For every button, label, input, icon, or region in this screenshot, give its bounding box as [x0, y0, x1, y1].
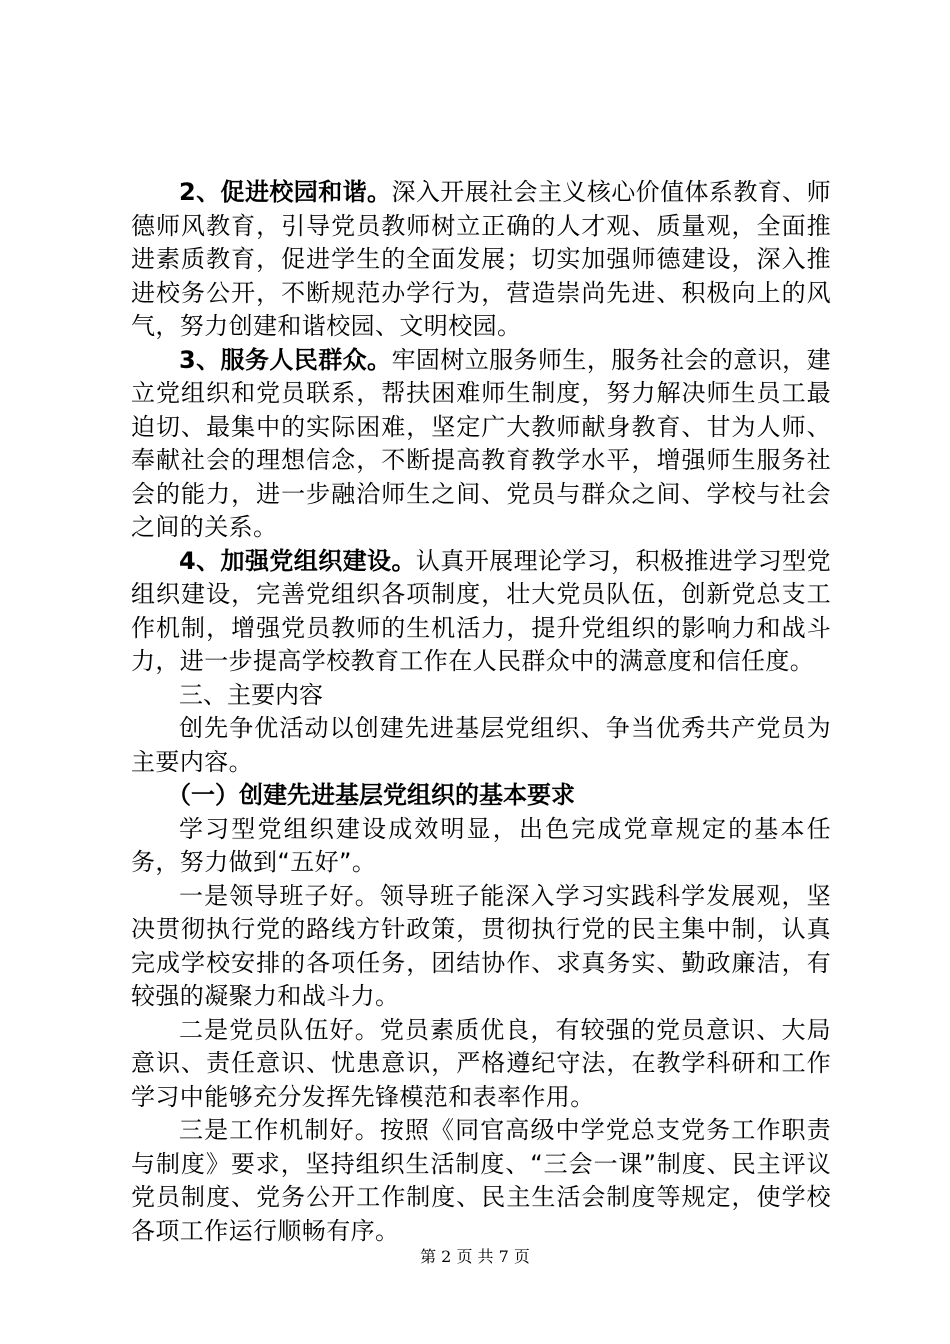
- paragraph-text: 认真开展理论学习，积极推进学习型党组织建设，完善党组织各项制度，壮大党员队伍，创新党总支工作机制，增强党员教师的生机活力，提升党组织的影响力和战斗力，进一步提高学校教育工作在人民群众中的满意度和信任度。: [131, 546, 831, 675]
- paragraph-lead: 3、服务人民群众。: [179, 345, 392, 374]
- paragraph-lead: 2、促进校园和谐。: [179, 178, 392, 206]
- paragraph-serve-people: [131, 344, 831, 545]
- list-item-leadership: 一是领导班子好。领导班子能深入学习实践科学发展观，坚决贯彻执行党的路线方针政策，贯彻执行党的民主集中制，认真完成学校安排的各项任务，团结协作、求真务实、勤政廉洁，有较强的凝聚力和战斗力。: [131, 881, 831, 1010]
- page-number-footer: 第 2 页 共 7 页: [420, 1247, 530, 1266]
- paragraph-lead: 4、加强党组织建设。: [179, 546, 416, 575]
- subsection-intro: 学习型党组织建设成效明显，出色完成党章规定的基本任务，努力做到“五好”。: [131, 814, 831, 876]
- paragraph-party-building: [131, 545, 831, 679]
- paragraph-campus-harmony: [131, 176, 831, 344]
- paragraph-text: 深入开展社会主义核心价值体系教育、师德师风教育，引导党员教师树立正确的人才观、质量观，全面推进素质教育，促进学生的全面发展；切实加强师德建设，深入推进校务公开，不断规范办学行为，营造崇尚先进、积极向上的风气，努力创建和谐校园、文明校园。: [131, 178, 831, 340]
- subsection-heading-basic-requirements: （一）创建先进基层党组织的基本要求: [167, 781, 575, 809]
- section-heading-main-content: 三、主要内容: [179, 680, 323, 709]
- section-intro: 创先争优活动以创建先进基层党组织、争当优秀共产党员为主要内容。: [131, 714, 831, 776]
- list-item-party-members: 二是党员队伍好。党员素质优良，有较强的党员意识、大局意识、责任意识、忧患意识，严格遵纪守法，在教学科研和工作学习中能够充分发挥先锋模范和表率作用。: [131, 1015, 831, 1111]
- document-body: [131, 176, 831, 1248]
- paragraph-text: 牢固树立服务师生，服务社会的意识，建立党组织和党员联系，帮扶困难师生制度，努力解决师生员工最迫切、最集中的实际困难，坚定广大教师献身教育、甘为人师、奉献社会的理想信念，不断提高教育教学水平，增强师生服务社会的能力，进一步融洽师生之间、党员与群众之间、学校与社会之间的关系。: [131, 345, 831, 541]
- list-item-work-mechanism: 三是工作机制好。按照《同官高级中学党总支党务工作职责与制度》要求，坚持组织生活制度、“三会一课”制度、民主评议党员制度、党务公开工作制度、民主生活会制度等规定，使学校各项工作运行顺畅有序。: [131, 1116, 831, 1245]
